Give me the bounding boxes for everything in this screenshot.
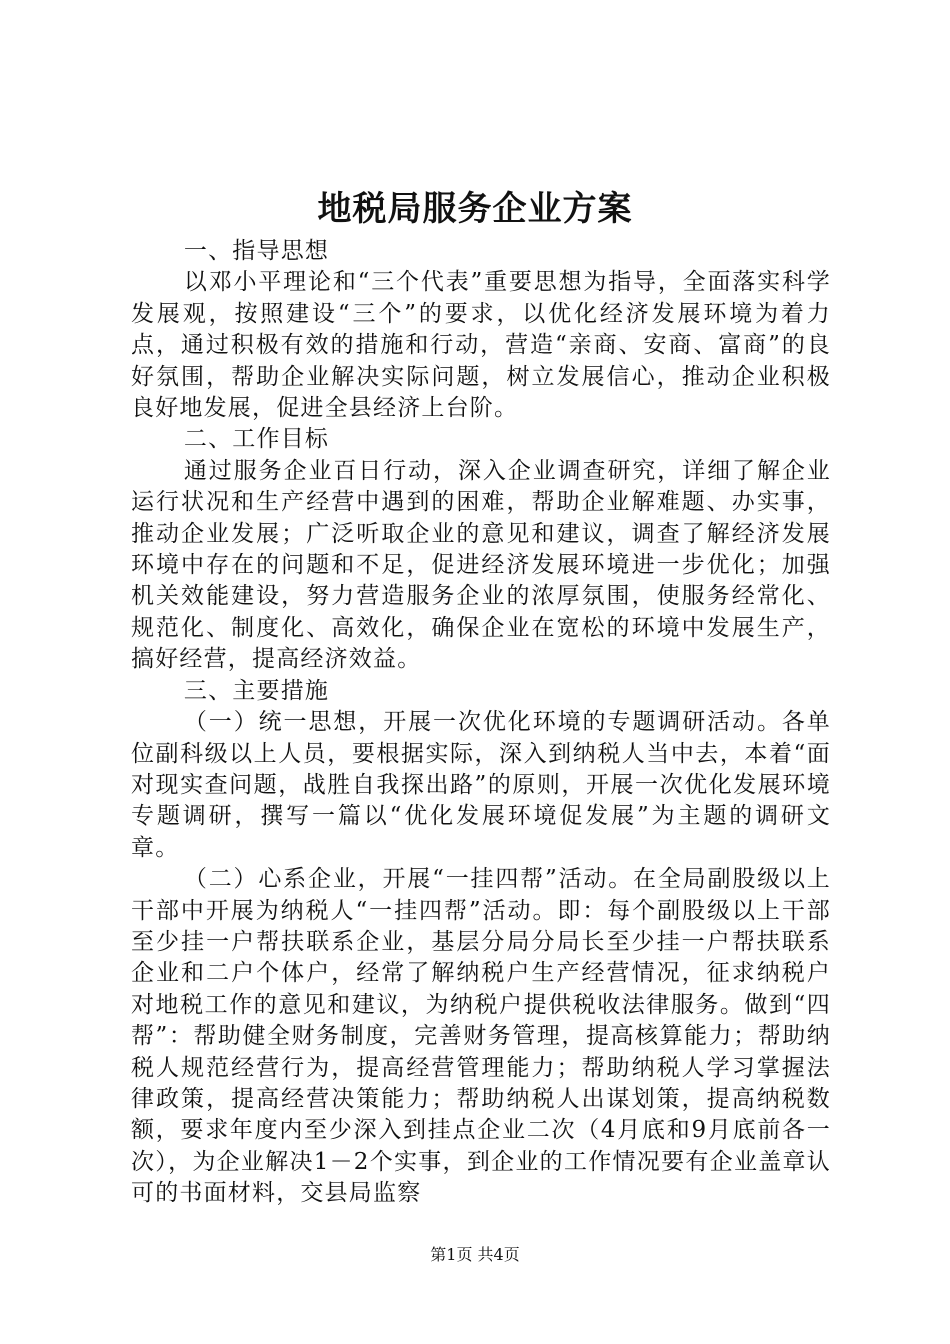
paragraph-measure-one: （一）统一思想，开展一次优化环境的专题调研活动。各单位副科级以上人员，要根据实际，深入到纳税人当中去，本着“面对现实查问题，战胜自我探出路”的原则，开展一次优化发展环境专题调研，撰写一篇以“优化发展环境促发展”为主题的调研文章。	[131, 709, 831, 861]
section-heading-work-goals: 二、工作目标	[183, 426, 330, 453]
document-title: 地税局服务企业方案	[317, 189, 633, 229]
page-number-footer: 第1页 共4页	[430, 1245, 520, 1264]
paragraph-measure-two: （二）心系企业，开展“一挂四帮”活动。在全局副股级以上干部中开展为纳税人“一挂四帮”活动。即：每个副股级以上干部至少挂一户帮扶联系企业，基层分局分局长至少挂一户帮扶联系企业和二户个体户，经常了解纳税户生产经营情况，征求纳税户对地税工作的意见和建议，为纳税户提供税收法律服务。做到“四帮”：帮助健全财务制度，完善财务管理，提高核算能力；帮助纳税人规范经营行为，提高经营管理能力；帮助纳税人学习掌握法律政策，提高经营决策能力；帮助纳税人出谋划策，提高纳税数额，要求年度内至少深入到挂点企业二次（4月底和9月底前各一次），为企业解决1－2个实事，到企业的工作情况要有企业盖章认可的书面材料，交县局监察	[131, 866, 831, 1207]
section-heading-main-measures: 三、主要措施	[183, 677, 330, 704]
paragraph-work-goals: 通过服务企业百日行动，深入企业调查研究，详细了解企业运行状况和生产经营中遇到的困难，帮助企业解难题、办实事，推动企业发展；广泛听取企业的意见和建议，调查了解经济发展环境中存在的问题和不足，促进经济发展环境进一步优化；加强机关效能建设，努力营造服务企业的浓厚氛围，使服务经常化、规范化、制度化、高效化，确保企业在宽松的环境中发展生产，搞好经营，提高经济效益。	[131, 457, 831, 673]
section-heading-guiding-thought: 一、指导思想	[183, 238, 330, 264]
document-body	[131, 236, 831, 1210]
paragraph-guiding-thought: 以邓小平理论和“三个代表”重要思想为指导，全面落实科学发展观，按照建设“三个”的要求，以优化经济发展环境为着力点，通过积极有效的措施和行动，营造“亲商、安商、富商”的良好氛围，帮助企业解决实际问题，树立发展信心，推动企业积极良好地发展，促进全县经济上台阶。	[131, 269, 831, 422]
